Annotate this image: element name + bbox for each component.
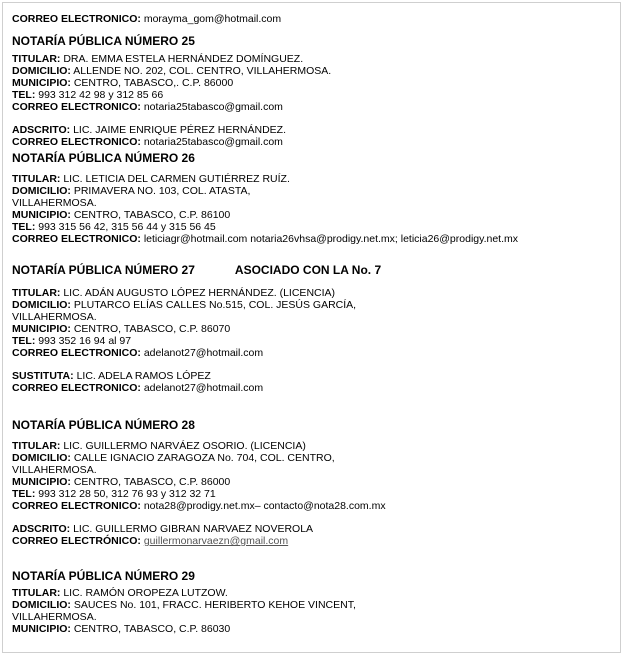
notaria-26-block [12,173,617,245]
notaria-27-title [12,263,617,277]
municipio-label: MUNICIPIO: [12,476,71,488]
municipio-value: CENTRO, TABASCO, C.P. 86030 [73,623,231,635]
correo-value: nota28@prodigy.net.mx– contacto@nota28.com.mx [143,500,386,512]
titular-value: LIC. RAMÓN OROPEZA LUTZOW. [63,587,228,599]
sustituta-label: SUSTITUTA: [12,370,74,382]
municipio-label: MUNICIPIO: [12,77,71,89]
email-link[interactable]: guillermonarvaezn@gmail.com [143,535,289,547]
adscrito-label: ADSCRITO: [12,124,71,136]
domicilio-line [12,299,617,311]
notaria-28-block [12,440,617,512]
notaria-25-title: NOTARÍA PÚBLICA NÚMERO 25 [12,34,195,48]
municipio-line [12,323,617,335]
domicilio-value: SAUCES No. 101, FRACC. HERIBERTO KEHOE VINCENT, [73,599,356,611]
correo-line [12,347,617,359]
titular-line [12,53,617,65]
notaria-28-title: NOTARÍA PÚBLICA NÚMERO 28 [12,418,195,432]
tel-line [12,221,617,233]
titular-value: LIC. ADÁN AUGUSTO LÓPEZ HERNÁNDEZ. (LICENCIA) [63,287,336,299]
domicilio-cont-line: VILLAHERMOSA. [12,611,97,623]
document-body [12,12,617,635]
titular-value: DRA. EMMA ESTELA HERNÁNDEZ DOMÍNGUEZ. [63,53,304,65]
notaria-27-sustituta-block [12,370,617,394]
domicilio-cont-line: VILLAHERMOSA. [12,464,97,476]
titular-label: TITULAR: [12,587,61,599]
municipio-label: MUNICIPIO: [12,623,71,635]
titular-label: TITULAR: [12,173,61,185]
tel-label: TEL: [12,221,36,233]
sustituta-value: LIC. ADELA RAMOS LÓPEZ [76,370,211,382]
correo-label: CORREO ELECTRONICO: [12,101,141,113]
titular-label: TITULAR: [12,287,61,299]
tel-line [12,89,617,101]
notaria-27-block [12,287,617,359]
notaria-29-block [12,587,617,635]
sustituta-line [12,370,617,382]
domicilio-line [12,65,617,77]
adscrito-label: ADSCRITO: [12,523,71,535]
tel-label: TEL: [12,488,36,500]
domicilio-value: PRIMAVERA NO. 103, COL. ATASTA, [73,185,251,197]
notaria-25-block [12,53,617,113]
notaria-29-title: NOTARÍA PÚBLICA NÚMERO 29 [12,569,195,583]
titular-label: TITULAR: [12,53,61,65]
notaria-26-title: NOTARÍA PÚBLICA NÚMERO 26 [12,151,195,165]
correo-value: adelanot27@hotmail.com [143,347,264,359]
tel-line [12,335,617,347]
tel-label: TEL: [12,89,36,101]
domicilio-cont-line: VILLAHERMOSA. [12,197,97,209]
municipio-label: MUNICIPIO: [12,209,71,221]
correo-label: CORREO ELECTRÓNICO: [12,535,141,547]
titular-value: LIC. LETICIA DEL CARMEN GUTIÉRREZ RUÍZ. [63,173,290,185]
domicilio-value: CALLE IGNACIO ZARAGOZA No. 704, COL. CENTRO, [73,452,335,464]
correo-label: CORREO ELECTRONICO: [12,382,141,394]
correo-line [12,233,617,245]
adscrito-line [12,124,617,136]
tel-value: 993 312 28 50, 312 76 93 y 312 32 71 [38,488,216,500]
titular-line [12,287,617,299]
email-label: CORREO ELECTRONICO: [12,13,141,25]
correo-line [12,500,617,512]
municipio-value: CENTRO, TABASCO,. C.P. 86000 [73,77,234,89]
correo-label: CORREO ELECTRONICO: [12,233,141,245]
titular-line [12,173,617,185]
domicilio-line [12,452,617,464]
titular-value: LIC. GUILLERMO NARVÁEZ OSORIO. (LICENCIA) [63,440,306,452]
correo-value: leticiagr@hotmail.com notaria26vhsa@prodigy.net.mx; leticia26@prodigy.net.mx [143,233,519,245]
adscrito-value: LIC. JAIME ENRIQUE PÉREZ HERNÁNDEZ. [73,124,287,136]
domicilio-label: DOMICILIO: [12,299,71,311]
sustituta-correo-line [12,382,617,394]
titular-line [12,440,617,452]
correo-value: notaria25tabasco@gmail.com [143,101,283,113]
associated-label: ASOCIADO CON LA No. 7 [234,263,382,277]
municipio-value: CENTRO, TABASCO, C.P. 86100 [73,209,231,221]
titular-label: TITULAR: [12,440,61,452]
notaria-25-adscrito-block [12,124,617,148]
email-value: morayma_gom@hotmail.com [143,13,282,25]
municipio-line [12,476,617,488]
adscrito-correo-line [12,136,617,148]
correo-label: CORREO ELECTRONICO: [12,500,141,512]
tel-value: 993 352 16 94 al 97 [38,335,132,347]
domicilio-line [12,185,617,197]
domicilio-value: ALLENDE NO. 202, COL. CENTRO, VILLAHERMOSA. [73,65,332,77]
adscrito-correo-line [12,535,617,547]
domicilio-label: DOMICILIO: [12,65,71,77]
correo-value: notaria25tabasco@gmail.com [143,136,283,148]
tel-line [12,488,617,500]
domicilio-label: DOMICILIO: [12,452,71,464]
municipio-line [12,77,617,89]
adscrito-value: LIC. GUILLERMO GIBRAN NARVAEZ NOVEROLA [73,523,314,535]
municipio-line [12,209,617,221]
tel-value: 993 315 56 42, 315 56 44 y 315 56 45 [38,221,216,233]
titular-line [12,587,617,599]
domicilio-cont-line: VILLAHERMOSA. [12,311,97,323]
municipio-value: CENTRO, TABASCO, C.P. 86070 [73,323,231,335]
municipio-value: CENTRO, TABASCO, C.P. 86000 [73,476,231,488]
tel-value: 993 312 42 98 y 312 85 66 [38,89,164,101]
domicilio-label: DOMICILIO: [12,185,71,197]
domicilio-label: DOMICILIO: [12,599,71,611]
correo-line [12,101,617,113]
domicilio-value: PLUTARCO ELÍAS CALLES No.515, COL. JESÚS GARCÍA, [73,299,357,311]
domicilio-line [12,599,617,611]
adscrito-line [12,523,617,535]
correo-label: CORREO ELECTRONICO: [12,347,141,359]
municipio-line [12,623,617,635]
municipio-label: MUNICIPIO: [12,323,71,335]
correo-label: CORREO ELECTRONICO: [12,136,141,148]
notaria-27-title-text: NOTARÍA PÚBLICA NÚMERO 27 [12,263,195,277]
top-email-line [12,13,617,25]
tel-label: TEL: [12,335,36,347]
correo-value: adelanot27@hotmail.com [143,382,264,394]
notaria-28-adscrito-block [12,523,617,547]
